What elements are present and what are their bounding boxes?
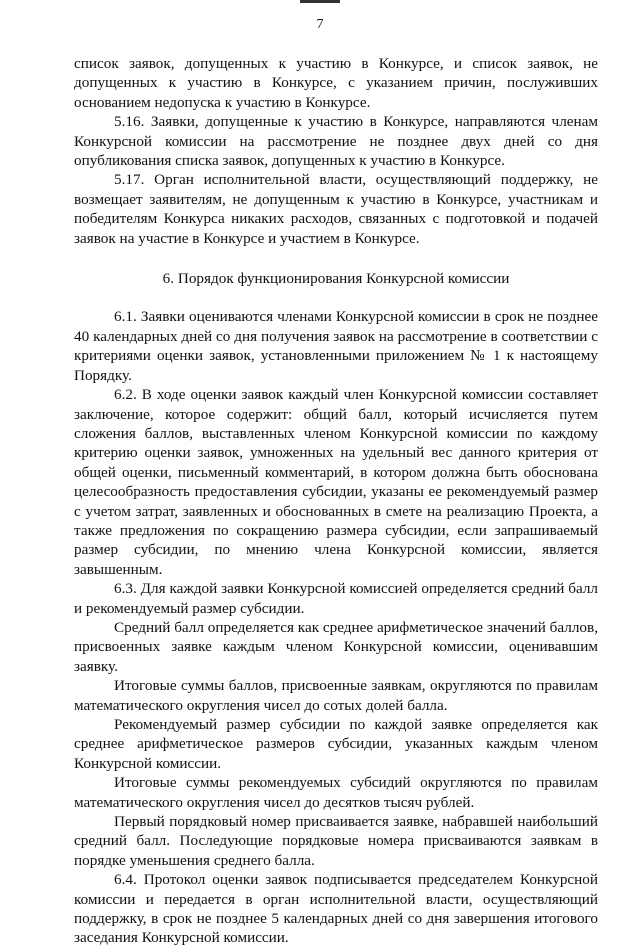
- paragraph-5-17: 5.17. Орган исполнительной власти, осуществляющий поддержку, не возмещает заявителям, не допущенным к участию в Конкурсе, участникам и победителям Конкурса никаких расходов, связанных с подготовкой и подачей заявок на участие в Конкурсе и участием в Конкурсе.: [74, 171, 598, 247]
- paragraph-5-16: 5.16. Заявки, допущенные к участию в Конкурсе, направляются членам Конкурсной комиссии на рассмотрение не позднее двух дней со дня опубликования списка заявок, допущенных к участию в Конкурсе.: [74, 113, 598, 170]
- paragraph-6-2: 6.2. В ходе оценки заявок каждый член Конкурсной комиссии составляет заключение, которое содержит: общий балл, который исчисляется путем сложения баллов, выставленных членом Конкурсной комиссии по каждому критерию оценки заявок, умноженных на удельный вес данного критерия от общей оценки, письменный комментарий, в котором должна быть обоснована целесообразность предоставления субсидии, указаны ее рекомендуемый размер с учетом затрат, заявленных и обоснованных в смете на реализацию Проекта, а также предложения по сокращению размера субсидии, если запрашиваемый размер субсидии, по мнению члена Конкурсной комиссии, является завышенным.: [74, 386, 598, 578]
- paragraph-ranking: Первый порядковый номер присваивается заявке, набравшей наибольший средний балл. Последующие порядковые номера присваиваются заявкам в порядке уменьшения среднего балла.: [74, 813, 598, 869]
- top-scan-mark: [300, 0, 340, 3]
- section-heading: 6. Порядок функционирования Конкурсной комиссии: [162, 270, 510, 288]
- paragraph-average-score: Средний балл определяется как среднее арифметическое значений баллов, присвоенных заявке каждым членом Конкурсной комиссии, оценивавшим заявку.: [74, 618, 598, 675]
- page-number: 7: [316, 17, 324, 32]
- paragraph-6-4: 6.4. Протокол оценки заявок подписывается председателем Конкурсной комиссии и передается в орган исполнительной власти, осуществляющий поддержку, в срок не позднее 5 календарных дней со дня завершения итогового заседания Конкурсной комиссии.: [74, 871, 598, 947]
- paragraph-6-1: 6.1. Заявки оцениваются членами Конкурсной комиссии в срок не позднее 40 календарных дней со дня получения заявок на рассмотрение в соответствии с критериями оценки заявок, установленными приложением № 1 к настоящему Порядку.: [74, 308, 598, 384]
- paragraph-recommended-subsidy: Рекомендуемый размер субсидии по каждой заявке определяется как среднее арифметическое размеров субсидии, указанных каждым членом Конкурсной комиссии.: [74, 716, 598, 772]
- paragraph-6-3: 6.3. Для каждой заявки Конкурсной комиссией определяется средний балл и рекомендуемый размер субсидии.: [74, 580, 598, 617]
- paragraph-subsidy-rounding: Итоговые суммы рекомендуемых субсидий округляются по правилам математического округления чисел до десятков тысяч рублей.: [74, 774, 598, 811]
- paragraph-continuation: список заявок, допущенных к участию в Конкурсе, и список заявок, не допущенных к участию в Конкурсе, с указанием причин, послуживших основанием недопуска к участию в Конкурсе.: [74, 55, 598, 111]
- document-body: [74, 54, 598, 948]
- paragraph-score-rounding: Итоговые суммы баллов, присвоенные заявкам, округляются по правилам математического округления чисел до сотых долей балла.: [74, 677, 598, 714]
